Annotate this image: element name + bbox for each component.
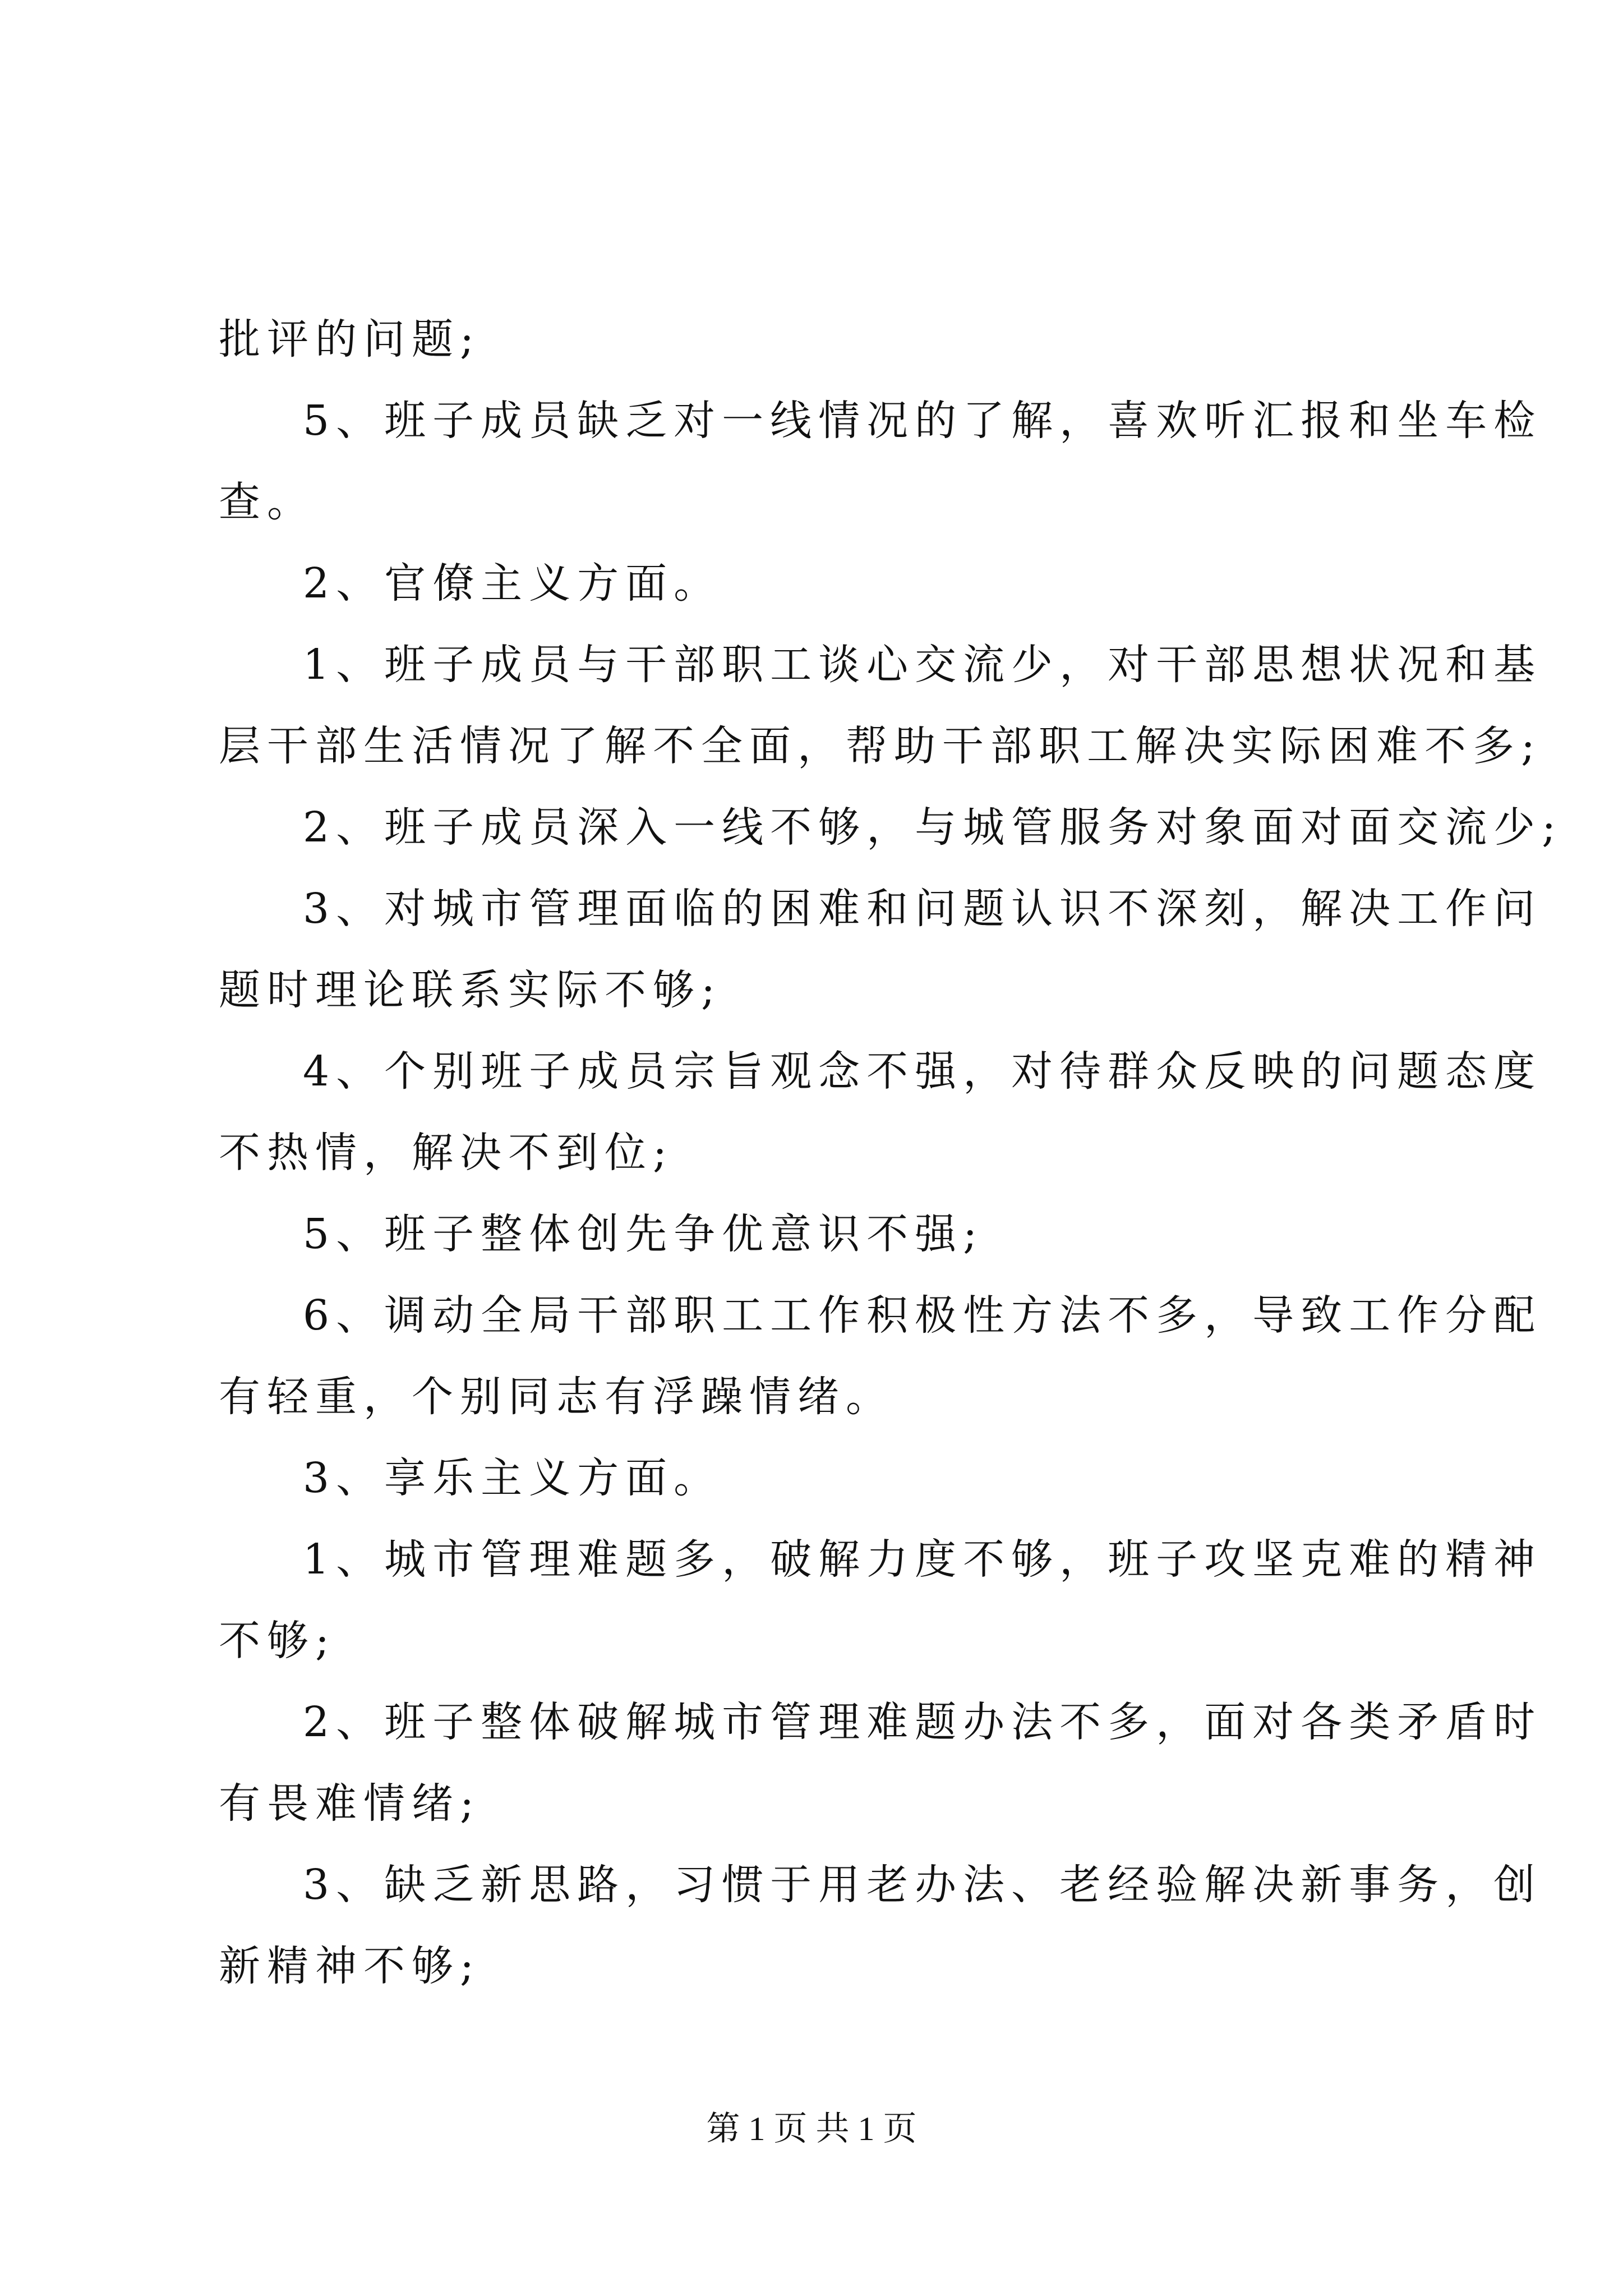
text-line: 2、班子整体破解城市管理难题办法不多，面对各类矛盾时 [303, 1698, 1542, 1746]
text-line: 4、个别班子成员宗旨观念不强，对待群众反映的问题态度 [303, 1047, 1542, 1096]
text-line: 1、班子成员与干部职工谈心交流少，对干部思想状况和基 [303, 641, 1542, 689]
text-line: 有畏难情绪; [219, 1779, 481, 1828]
text-line: 3、对城市管理面临的困难和问题认识不深刻，解决工作问 [303, 885, 1542, 933]
text-line: 层干部生活情况了解不全面，帮助干部职工解决实际困难不多; [219, 722, 1542, 770]
text-line: 5、班子整体创先争优意识不强; [303, 1210, 984, 1258]
text-line: 2、官僚主义方面。 [303, 559, 722, 608]
text-line: 2、班子成员深入一线不够，与城管服务对象面对面交流少; [303, 803, 1563, 852]
text-line: 3、享乐主义方面。 [303, 1454, 722, 1502]
text-line: 批评的问题; [219, 315, 481, 364]
text-line: 有轻重，个别同志有浮躁情绪。 [219, 1373, 894, 1421]
text-line: 新精神不够; [219, 1942, 481, 1990]
text-line: 查。 [219, 478, 315, 526]
text-line: 题时理论联系实际不够; [219, 966, 722, 1014]
text-line: 3、缺乏新思路，习惯于用老办法、老经验解决新事务，创 [303, 1861, 1542, 1909]
text-line: 不热情，解决不到位; [219, 1129, 674, 1177]
text-line: 1、城市管理难题多，破解力度不够，班子攻坚克难的精神 [303, 1535, 1542, 1584]
text-line: 不够; [219, 1617, 336, 1665]
text-line: 6、调动全局干部职工工作积极性方法不多，导致工作分配 [303, 1291, 1542, 1340]
text-line: 5、班子成员缺乏对一线情况的了解，喜欢听汇报和坐车检 [303, 397, 1542, 445]
page-number-footer: 第 1 页 共 1 页 [706, 2110, 917, 2147]
